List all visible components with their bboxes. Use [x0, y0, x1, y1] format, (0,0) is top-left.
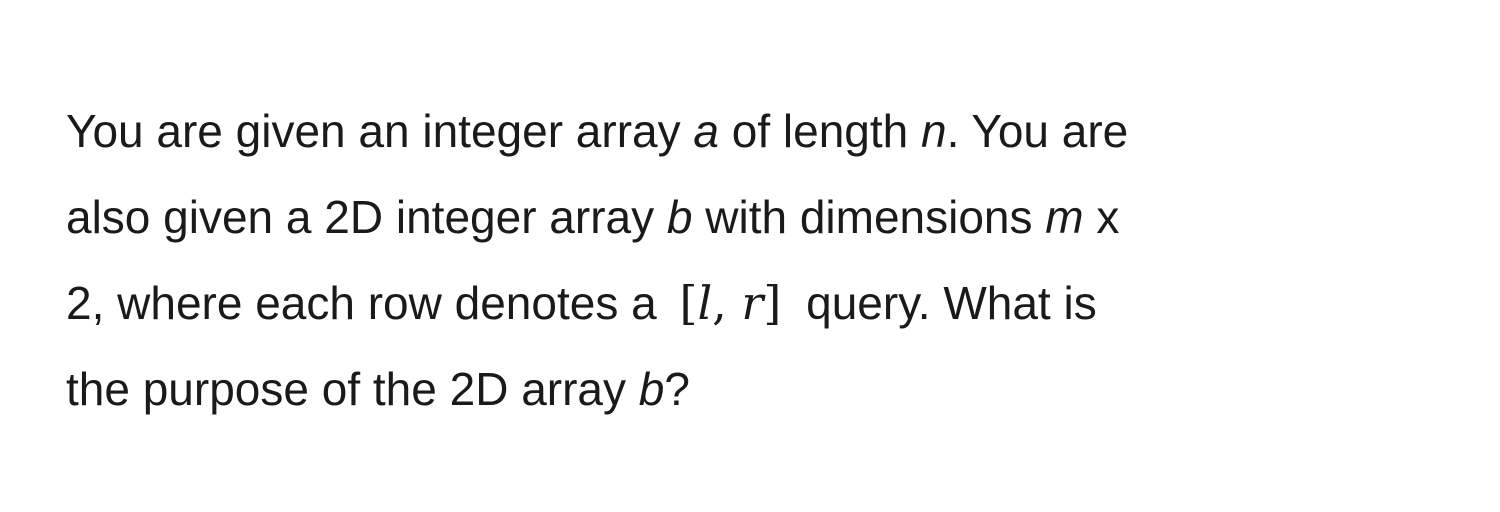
math-variable-l: l [697, 276, 713, 330]
variable-b: b [666, 191, 693, 243]
text-segment: ? [664, 363, 690, 415]
variable-b: b [638, 363, 665, 415]
text-segment: . You are [946, 105, 1129, 157]
text-segment: with dimensions [692, 191, 1046, 243]
text-segment: also given a 2D integer array [66, 191, 667, 243]
text-segment: You are given an integer array [66, 105, 694, 157]
text-segment: of length [718, 105, 922, 157]
variable-n: n [921, 105, 947, 157]
question-line-3 [66, 260, 1436, 346]
math-interval [679, 276, 781, 330]
variable-a: a [693, 105, 719, 157]
math-comma: , [712, 276, 742, 330]
text-segment: 2, where each row denotes a [66, 277, 670, 329]
math-variable-r: r [741, 276, 764, 330]
question-line-2 [66, 174, 1436, 260]
question-line-4 [66, 346, 1436, 432]
variable-m: m [1045, 191, 1084, 243]
math-close-bracket: ] [763, 276, 782, 330]
math-open-bracket: [ [679, 276, 698, 330]
question-text [66, 88, 1436, 432]
text-segment: query. What is [793, 277, 1097, 329]
text-segment: x [1083, 191, 1120, 243]
text-segment: the purpose of the 2D array [66, 363, 639, 415]
question-line-1 [66, 88, 1436, 174]
